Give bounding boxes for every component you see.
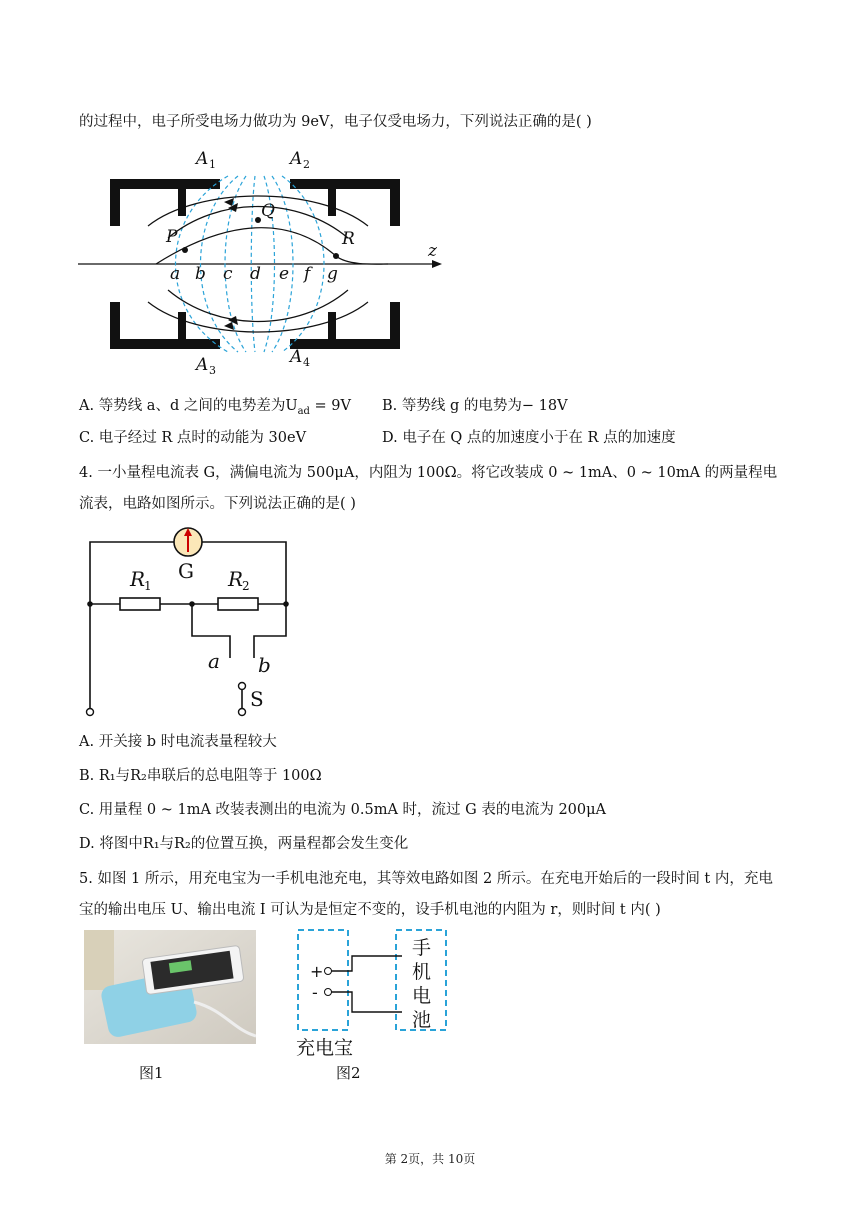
figure-1-caption: 图1 bbox=[139, 1064, 164, 1082]
figure-2-caption: 图2 bbox=[336, 1064, 361, 1082]
q4-option-d: D. 将图中R₁与R₂的位置互换，两量程都会发生变化 bbox=[79, 836, 409, 852]
q3-electron-lens-figure bbox=[78, 146, 450, 382]
svg-text:手: 手 bbox=[412, 937, 432, 959]
svg-text:a: a bbox=[170, 264, 181, 284]
q5-stem: 5. 如图 1 所示，用充电宝为一手机电池充电，其等效电路如图 2 所示。在充电开始后的一段时间 t 内，充电宝的输出电压 U、输出电流 I 可认为是恒定不变的，设手机电池的内阻为 r，则时间 t 内( ) bbox=[79, 871, 773, 918]
svg-text:-: - bbox=[312, 983, 318, 1002]
q3-stem-tail: 的过程中，电子所受电场力做功为 9eV，电子仅受电场力，下列说法正确的是( ) bbox=[79, 114, 592, 130]
svg-text:c: c bbox=[223, 264, 233, 284]
svg-text:4: 4 bbox=[303, 356, 310, 369]
q5-powerbank-photo bbox=[84, 930, 256, 1044]
svg-text:d: d bbox=[250, 264, 261, 284]
svg-text:S: S bbox=[250, 687, 264, 711]
svg-text:电: 电 bbox=[412, 985, 432, 1007]
svg-text:机: 机 bbox=[412, 961, 432, 983]
q4-option-a: A. 开关接 b 时电流表量程较大 bbox=[79, 734, 277, 750]
svg-text:R: R bbox=[130, 567, 146, 591]
svg-text:G: G bbox=[178, 559, 194, 583]
q5-equivalent-circuit bbox=[294, 926, 454, 1060]
svg-text:g: g bbox=[327, 264, 338, 284]
label-z: z bbox=[428, 241, 437, 261]
svg-text:e: e bbox=[279, 264, 290, 284]
label-a4: A bbox=[290, 347, 303, 367]
q4-option-c: C. 用量程 0 ~ 1mA 改装表测出的电流为 0.5mA 时，流过 G 表的电流为 200μA bbox=[79, 802, 607, 818]
svg-text:f: f bbox=[304, 264, 311, 284]
svg-text:充电宝: 充电宝 bbox=[296, 1037, 354, 1059]
label-a2: A bbox=[290, 149, 303, 169]
svg-text:b: b bbox=[195, 264, 206, 284]
svg-text:3: 3 bbox=[209, 364, 216, 377]
svg-text:b: b bbox=[258, 653, 271, 677]
q3-option-a: A. 等势线 a、d 之间的电势差为$U_{ad} = 9V$ bbox=[79, 398, 352, 417]
q3-option-d: D. 电子在 Q 点的加速度小于在 R 点的加速度 bbox=[382, 430, 676, 446]
page-footer: 第 2页，共 10页 bbox=[384, 1152, 476, 1166]
q4-circuit-figure bbox=[78, 522, 298, 722]
label-r: R bbox=[342, 229, 355, 249]
svg-text:1: 1 bbox=[144, 579, 152, 593]
q3-option-b: B. 等势线 g 的电势为− 18V bbox=[382, 398, 568, 414]
q3-option-c: C. 电子经过 R 点时的动能为 30eV bbox=[79, 430, 307, 446]
label-a1: A bbox=[196, 149, 209, 169]
label-a3: A bbox=[196, 355, 209, 375]
q4-stem: 4. 一小量程电流表 G，满偏电流为 500μA，内阻为 100Ω。将它改装成 0 ~ 1mA、0 ~ 10mA 的两量程电流表，电路如图所示。下列说法正确的是( ) bbox=[79, 465, 778, 512]
q4-option-b: B. R₁与R₂串联后的总电阻等于 100Ω bbox=[79, 768, 322, 784]
svg-text:+: + bbox=[310, 962, 324, 981]
label-p: P bbox=[166, 227, 178, 247]
svg-text:R: R bbox=[228, 567, 244, 591]
svg-text:a: a bbox=[208, 649, 220, 673]
svg-text:1: 1 bbox=[209, 158, 216, 171]
svg-text:2: 2 bbox=[242, 579, 250, 593]
label-q: Q bbox=[261, 201, 275, 221]
svg-text:2: 2 bbox=[303, 158, 310, 171]
svg-text:池: 池 bbox=[412, 1009, 432, 1031]
